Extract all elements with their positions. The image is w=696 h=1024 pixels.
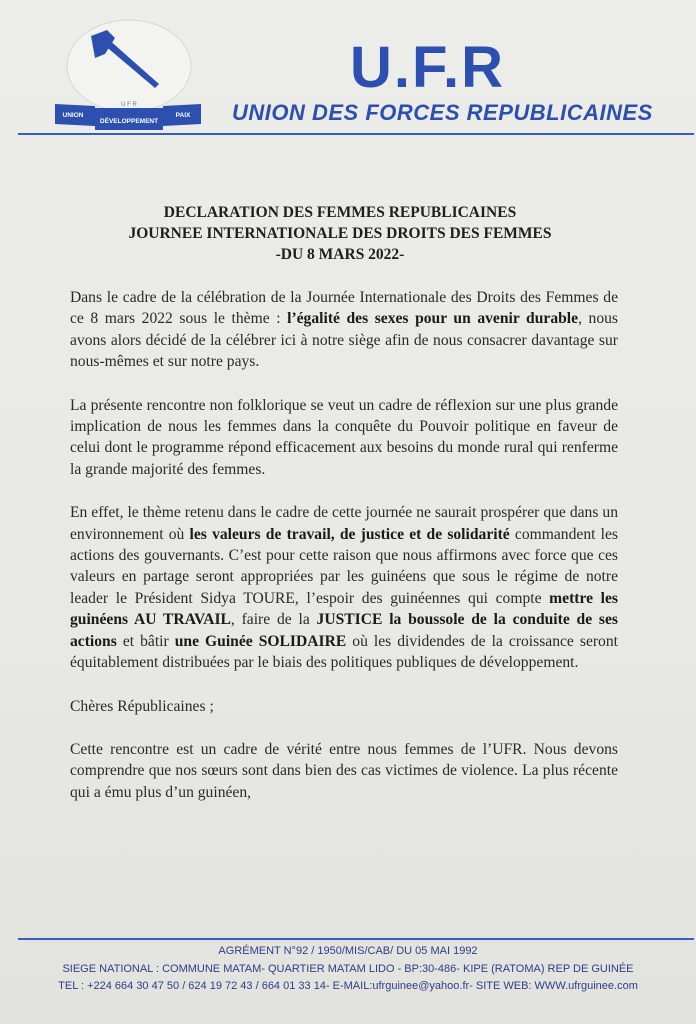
paragraph-3: En effet, le thème retenu dans le cadre de cette journée ne saurait prospérer que dans un environnement où les valeurs de travail, de justice et de solidarité commandent les actions des gouvernants. C’est pour cette raison que nous affirmons avec force que ces valeurs en partage seront appropriées par les guinéens que sous le régime de notre leader le Président Sidya TOURE, l’espoir des guinéennes qui compte mettre les guinéens AU TRAVAIL, faire de la JUSTICE la boussole de la conduite de ses actions et bâtir une Guinée SOLIDAIRE où les dividendes de la croissance seront équitablement distribuées par le biais des politiques publiques de développement. [70, 504, 618, 672]
title-line-2: JOURNEE INTERNATIONALE DES DROITS DES FEMMES [128, 225, 552, 242]
footer-approval: AGRÉMENT N°92 / 1950/MIS/CAB/ DU 05 MAI 1992 [218, 945, 478, 957]
footer-contacts: TEL : +224 664 30 47 50 / 624 19 72 43 / 664 01 33 14- E-MAIL:ufrguinee@yahoo.fr- SITE WEB: WWW.ufrguinee.com [58, 980, 638, 992]
footer-divider [18, 938, 694, 940]
party-full-name: UNION DES FORCES REPUBLICAINES [232, 100, 653, 125]
salutation: Chères Républicaines ; [70, 697, 214, 715]
header-divider [18, 133, 694, 135]
paragraph-2: La présente rencontre non folklorique se veut un cadre de réflexion sur une plus grande implication de nous les femmes dans la conquête du Pouvoir politique en faveur de celui dont le programme répond efficacement aux besoins du monde rural qui renferme la grande majorité des femmes. [70, 396, 618, 478]
paragraph-5: Cette rencontre est un cadre de vérité entre nous femmes de l’UFR. Nous devons comprendre que nos sœurs sont dans bien des cas victimes de violence. La plus récente qui a ému plus d’un guinéen, [70, 740, 618, 801]
ufr-logo [55, 14, 203, 138]
svg-text:DÉVELOPPEMENT: DÉVELOPPEMENT [99, 118, 159, 125]
title-line-1: DECLARATION DES FEMMES REPUBLICAINES [163, 204, 517, 221]
document-body [70, 287, 618, 825]
paragraph-1: Dans le cadre de la célébration de la Journée Internationale des Droits des Femmes de ce 8 mars 2022 sous le thème : l’égalité des sexes pour un avenir durable, nous avons alors décidé de la célébrer ici à notre siège afin de nous consacrer davantage sur nous-mêmes et sur notre pays. [70, 289, 618, 371]
footer-address: SIEGE NATIONAL : COMMUNE MATAM- QUARTIER MATAM LIDO - BP:30-486- KIPE (RATOMA) REP DE GUINÉE [62, 962, 634, 975]
footer [0, 943, 696, 996]
svg-text:UNION: UNION [62, 112, 84, 119]
svg-text:PAIX: PAIX [175, 112, 191, 119]
document-title [60, 202, 620, 265]
title-line-3: -DU 8 MARS 2022- [275, 246, 405, 263]
party-acronym: U.F.R [350, 35, 505, 100]
svg-text:U F R: U F R [121, 102, 137, 108]
